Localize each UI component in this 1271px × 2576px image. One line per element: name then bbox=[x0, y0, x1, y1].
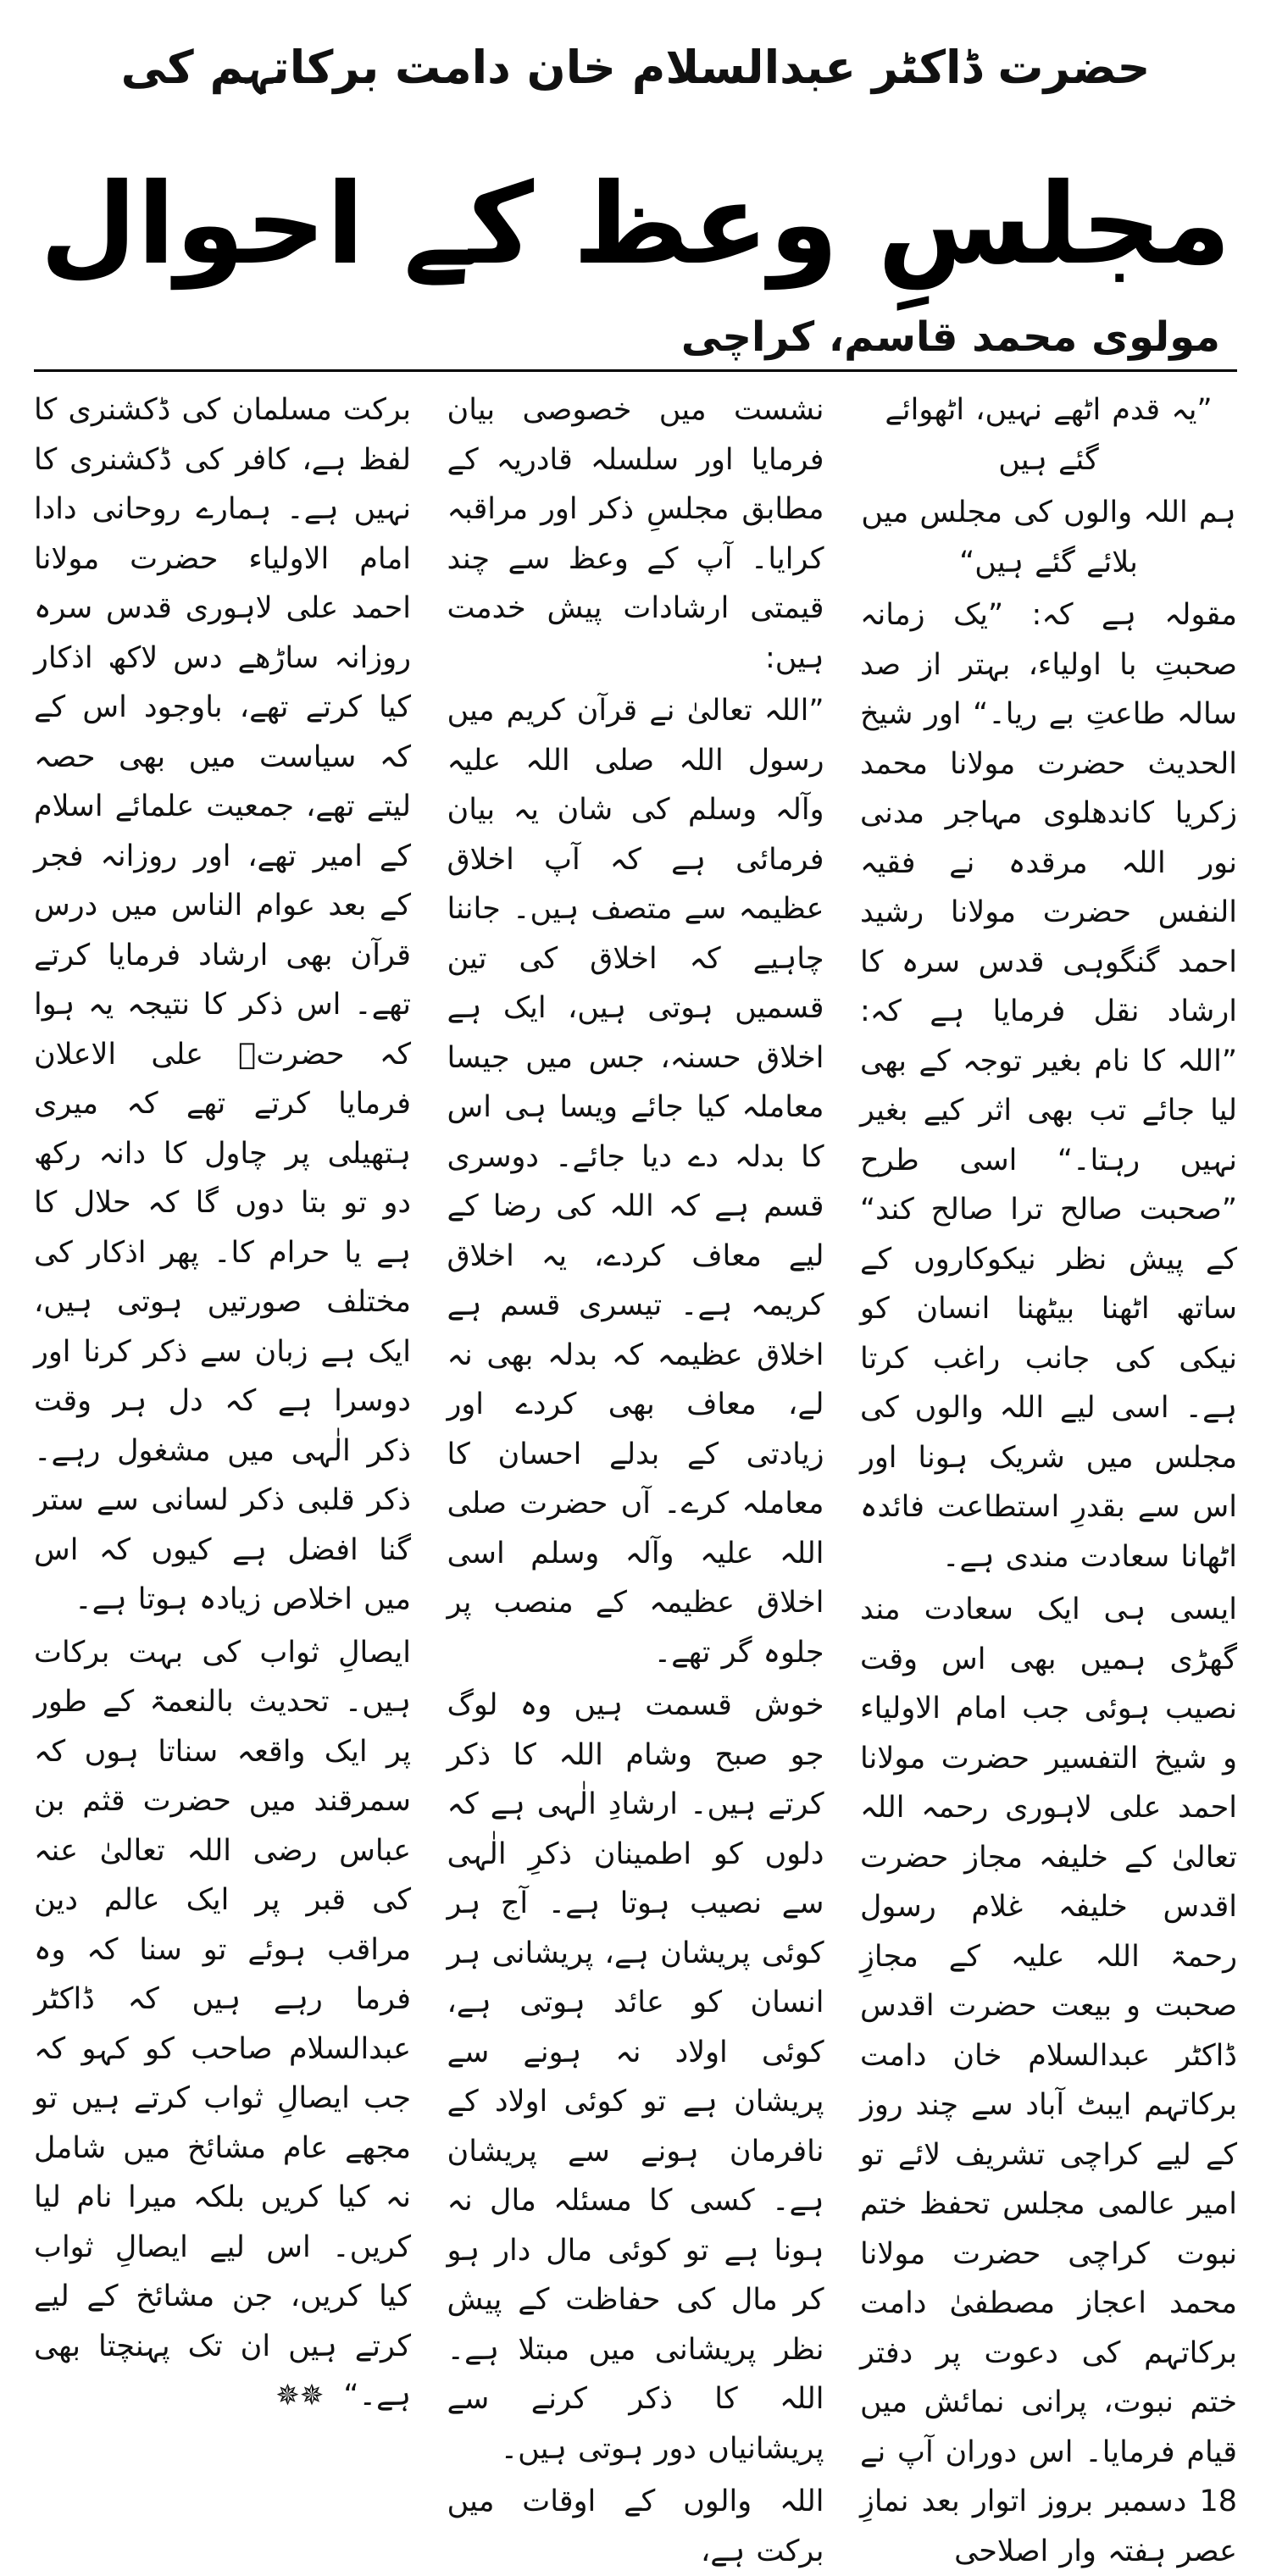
article-subtitle: حضرت ڈاکٹر عبدالسلام خان دامت برکاتہم کی bbox=[120, 41, 1151, 94]
paragraph-text: ایصالِ ثواب کی بہت برکات ہیں۔ تحدیث بالنعمۃ کے طور پر ایک واقعہ سناتا ہوں کہ سمرقند میں حضرت قثم بن عباس رضی اللہ تعالیٰ عنہ کی قبر پر ایک عالم دین مراقب ہوئے تو سنا کہ وہ فرما رہے ہیں کہ ڈاکٹر عبدالسلام صاحب کو کہو کہ جب ایصالِ ثواب کرتے ہیں تو مجھے عام مشائخ میں شامل نہ کیا کریں بلکہ میرا نام لیا کریں۔ اس لیے ایصالِ ثواب کیا کریں، جن مشائخ کے لیے کرتے ہیں ان تک پہنچتا بھی ہے۔“ bbox=[34, 1635, 411, 2413]
column-1 bbox=[860, 385, 1237, 2568]
paragraph: نشست میں خصوصی بیان فرمایا اور سلسلہ قادریہ کے مطابق مجلسِ ذکر اور مراقبہ کرایا۔ آپ کے وعظ سے چند قیمتی ارشادات پیش خدمت ہیں: bbox=[447, 393, 824, 675]
verse-line-2: ہم اللہ والوں کی مجلس میں بلائے گئے ہیں“ bbox=[861, 496, 1236, 579]
paragraph: مقولہ ہے کہ: ”یک زمانہ صحبتِ با اولیاء، بہتر از صد سالہ طاعتِ بے ریا۔“ اور شیخ الحدیث حضرت مولانا محمد زکریا کاندھلوی مہاجر مدنی نور اللہ مرقدہ نے فقیہ النفس حضرت مولانا رشید احمد گنگوہی قدس سرہ کا ارشاد نقل فرمایا ہے کہ: ”اللہ کا نام بغیر توجہ کے بھی لیا جائے تب بھی اثر کیے بغیر نہیں رہتا۔“ اسی طرح ”صحبت صالح ترا صالح کند“ کے پیش نظر نیکوکاروں کے ساتھ اٹھنا بیٹھنا انسان کو نیکی کی جانب راغب کرتا ہے۔ اسی لیے اللہ والوں کی مجلس میں شریک ہونا اور اس سے بقدرِ استطاعت فائدہ اٹھانا سعادت مندی ہے۔ bbox=[860, 598, 1237, 1574]
header-divider bbox=[34, 369, 1237, 372]
column-3 bbox=[34, 385, 411, 2413]
paragraph: ”اللہ تعالیٰ نے قرآن کریم میں رسول اللہ صلی اللہ علیہ وآلہ وسلم کی شان یہ بیان فرمائی ہے کہ آپ اخلاق عظیمہ سے متصف ہیں۔ جاننا چاہیے کہ اخلاق کی تین قسمیں ہوتی ہیں، ایک ہے اخلاق حسنہ، جس میں جیسا معاملہ کیا جائے ویسا ہی اس کا بدلہ دے دیا جائے۔ دوسری قسم ہے کہ اللہ کی رضا کے لیے معاف کردے، یہ اخلاق کریمہ ہے۔ تیسری قسم ہے اخلاق عظیمہ کہ بدلہ بھی نہ لے، معاف بھی کردے اور زیادتی کے بدلے احسان کا معاملہ کرے۔ آں حضرت صلی اللہ علیہ وآلہ وسلم اسی اخلاق عظیمہ کے منصب پر جلوہ گر تھے۔ bbox=[447, 694, 824, 1670]
paragraph: اللہ والوں کے اوقات میں برکت ہے، bbox=[447, 2485, 824, 2568]
verse-line-1: ”یہ قدم اٹھے نہیں، اٹھوائے گئے ہیں bbox=[885, 393, 1213, 477]
article-author: مولوی محمد قاسم، کراچی bbox=[680, 313, 1220, 361]
paragraph: ایسی ہی ایک سعادت مند گھڑی ہمیں بھی اس وقت نصیب ہوئی جب امام الاولیاء و شیخ التفسیر حضرت مولانا احمد علی لاہوری رحمہ اللہ تعالیٰ کے خلیفہ مجاز حضرت اقدس خلیفہ غلام رسول رحمۃ اللہ علیہ کے مجازِ صحبت و بیعت حضرت اقدس ڈاکٹر عبدالسلام خان دامت برکاتہم ایبٹ آباد سے چند روز کے لیے کراچی تشریف لائے تو امیر عالمی مجلس تحفظ ختم نبوت کراچی حضرت مولانا محمد اعجاز مصطفیٰ دامت برکاتہم کی دعوت پر دفتر ختم نبوت، پرانی نمائش میں قیام فرمایا۔ اس دوران آپ نے 18 دسمبر بروز اتوار بعد نمازِ عصر ہفتہ وار اصلاحی bbox=[860, 1593, 1237, 2568]
end-mark-icon: ✵✵ bbox=[275, 2379, 325, 2413]
paragraph: خوش قسمت ہیں وہ لوگ جو صبح وشام اللہ کا ذکر کرتے ہیں۔ ارشادِ الٰہی ہے کہ دلوں کو اطمینان ذکرِ الٰہی سے نصیب ہوتا ہے۔ آج ہر کوئی پریشان ہے، پریشانی ہر انسان کو عائد ہوتی ہے، کوئی اولاد نہ ہونے سے پریشان ہے تو کوئی اولاد کے نافرمان ہونے سے پریشان ہے۔ کسی کا مسئلہ مال نہ ہونا ہے تو کوئی مال دار ہو کر مال کی حفاظت کے پیش نظر پریشانی میں مبتلا ہے۔ اللہ کا ذکر کرنے سے پریشانیاں دور ہوتی ہیں۔ bbox=[447, 1688, 824, 2466]
paragraph bbox=[34, 1628, 411, 2421]
paragraph: برکت مسلمان کی ڈکشنری کا لفظ ہے، کافر کی ڈکشنری کا نہیں ہے۔ ہمارے روحانی دادا امام الاولیاء حضرت مولانا احمد علی لاہوری قدس سرہ روزانہ ساڑھے دس لاکھ اذکار کیا کرتے تھے، باوجود اس کے کہ سیاست میں بھی حصہ لیتے تھے، جمعیت علمائے اسلام کے امیر تھے، اور روزانہ فجر کے بعد عوام الناس میں درس قرآن بھی ارشاد فرمایا کرتے تھے۔ اس ذکر کا نتیجہ یہ ہوا کہ حضرتؒ علی الاعلان فرمایا کرتے تھے کہ میری ہتھیلی پر چاول کا دانہ رکھ دو تو بتا دوں گا کہ حلال کا ہے یا حرام کا۔ پھر اذکار کی مختلف صورتیں ہوتی ہیں، ایک ہے زبان سے ذکر کرنا اور دوسرا ہے کہ دل ہر وقت ذکر الٰہی میں مشغول رہے۔ ذکر قلبی ذکر لسانی سے ستر گنا افضل ہے کیوں کہ اس میں اخلاص زیادہ ہوتا ہے۔ bbox=[34, 393, 411, 1616]
article-title: مجلسِ وعظ کے احوال bbox=[40, 159, 1231, 290]
article-columns bbox=[34, 385, 1237, 2568]
column-2 bbox=[447, 385, 824, 2568]
